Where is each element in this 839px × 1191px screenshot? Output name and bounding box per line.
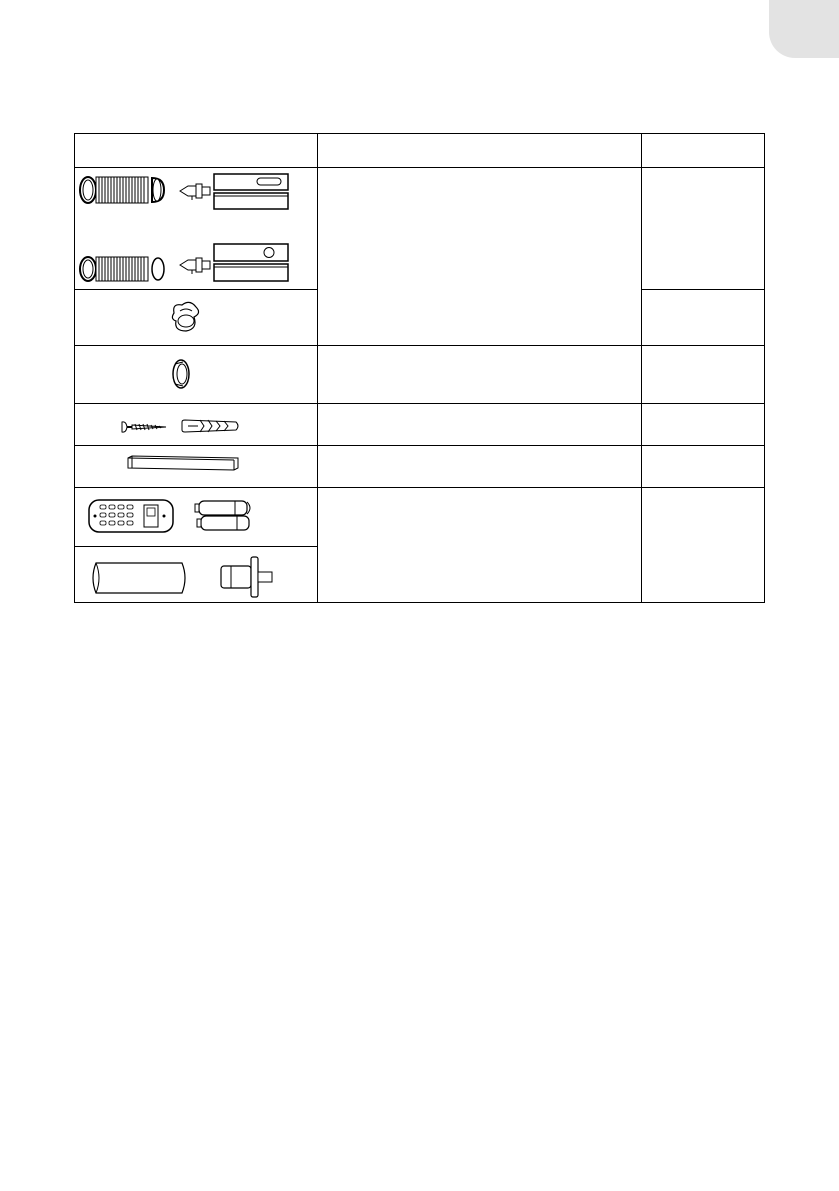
screw-icon (120, 420, 172, 439)
header-divider (74, 167, 765, 168)
column-divider-2 (641, 134, 642, 602)
drain-connector-icon (217, 555, 277, 606)
table-border-left (74, 134, 75, 602)
row-divider (74, 546, 318, 547)
window-slider-with-slot-icon (213, 173, 289, 216)
batteries-icon (191, 498, 257, 539)
wall-anchor-icon (180, 418, 242, 439)
page-corner-tab (769, 0, 839, 58)
row-divider (74, 345, 765, 346)
window-slider-with-hole-icon (213, 243, 289, 288)
hose-adapter-ring-icon (171, 358, 191, 395)
table-border-right (764, 134, 765, 602)
remote-control-icon (88, 498, 176, 539)
hose-clip-icon (168, 299, 204, 340)
column-divider-1 (317, 134, 318, 602)
row-divider (641, 289, 765, 290)
foam-strip-icon (126, 454, 240, 477)
wall-plug-icon (178, 182, 212, 205)
row-divider (74, 403, 765, 404)
row-divider (74, 487, 765, 488)
exhaust-hose-icon (78, 174, 170, 211)
row-divider (74, 289, 318, 290)
exhaust-hose-icon (78, 254, 170, 289)
row-divider (74, 445, 765, 446)
drain-hose-icon (88, 561, 190, 600)
wall-plug-icon (178, 256, 212, 279)
parts-table (74, 133, 765, 603)
